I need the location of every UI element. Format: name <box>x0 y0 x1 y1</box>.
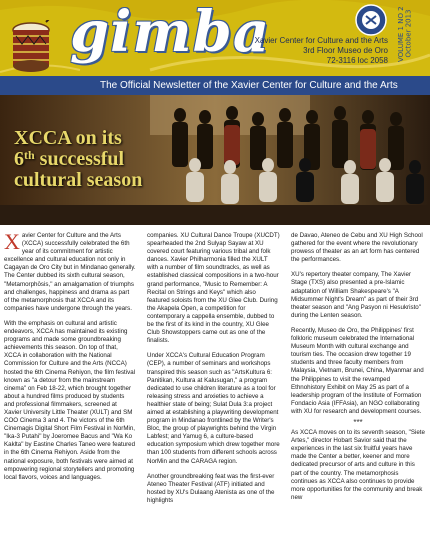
gimba-logo: gimba <box>70 0 271 65</box>
kulintang-drum-icon <box>8 20 54 76</box>
issue-date: October 2013 <box>404 9 413 58</box>
article-paragraph: de Davao, Ateneo de Cebu and XU High School gathered for the event where the revolutionary prowess of theater as an art form has centered the performances. <box>291 232 423 264</box>
address-line: Xavier Center for Culture and the Arts <box>254 36 388 45</box>
article-column-2 <box>147 232 280 512</box>
issue-info <box>398 2 428 62</box>
paragraph-text: avier Center for Culture and the Arts (XCCA) successfully celebrated the 6th year of its commitment for artistic excellence and cultural education not only in Cagayan de Oro City but in Mindanao generally. The Center dubbed its sixth cultural season, "Metamorphōsis," an amalgamation of triumphs and challenges, happiness and drama as part of the metamorphosis that XCCA and its companies have undergone through the years. <box>4 232 136 312</box>
article-paragraph: Under XCCA's Cultural Education Program (CEP), a number of seminars and workshops transpired this season such as "ArtsKultura 6: Panitikan, Kultura at Kalusugan," a program dedicated to use children literature as a tool for releasing stress and anxieties to achieve a healthier state of being; Sulat Dula 3:a project aimed at establishing a playwriting development program in Mindanao frontlined by the Writer's Bloc, the group of playwrights behind the Virgin Labfest; and Yamug 6, a culture-based education symposium which drew together more than 100 students from different schools across NorMin and the CARAGA region. <box>147 352 280 465</box>
headline-line1: XCCA on its <box>14 127 122 149</box>
article-paragraph: XU's repertory theater company, The Xavier Stage (TXS) also presented a pre-Islamic adaptation of William Shakespeare's "A Midsummer Night's Dream" as part of their 3rd theater season and "Ang Pasyon ni Hesukristo" during the Lenten season. <box>291 271 421 319</box>
article-column-3 <box>291 232 425 509</box>
section-separator: *** <box>353 417 363 427</box>
headline-ordinal: 6 <box>14 148 24 170</box>
headline-ordinal-suffix: th <box>24 148 35 162</box>
article-paragraph: With the emphasis on cultural and artistic endeavors, XCCA has maintained its existing programs and made some groundbreaking achievements this season. On top of that, XCCA in collaboration with the National Commission for Culture and the Arts (NCCA) hosted the 6th Cinema Rehiyon, the film festival known as "a detour from the mainstream cinema" on Feb 18-22, which brought together about a hundred films produced by students and professional filmmakers, screened at Xavier University Little Theater (XULT) and SM COO Cinema 3 and 4. The victors of the 6th Cinemagis Digital Short Film Festival in NorMin, "Ika-3 Putahi" by Joeromee Bacus and "Wa Ko Kaklta" by Eastine Charles Taneo were featured in the 6th Cinema Rehiyon. Aside from the national exposure, both festivals were aimed at empowering regional storytellers and promoting local flavors, voices and languages. <box>4 319 136 481</box>
main-headline <box>14 128 154 191</box>
volume-label: VOLUME 1 NO 2 <box>397 6 405 62</box>
center-address <box>255 36 388 66</box>
article-paragraph: As XCCA moves on to its seventh season, "Siete Artes," director Hobart Savior said that the experiences in the last six fruitful years have made the Center a better, keener and more dedicated precursor of arts and culture in this part of the country. The metamorphosis continues as XCCA also continues to provide more opportunities for the community and break new <box>291 429 425 501</box>
article-column-1 <box>4 229 136 489</box>
newsletter-tagline: The Official Newsletter of the Xavier Center for Culture and the Arts <box>100 80 398 91</box>
address-line: 72-3116 loc 2058 <box>326 56 388 65</box>
drop-cap: X <box>4 229 20 254</box>
xcca-seal-icon <box>355 4 387 36</box>
article-paragraph <box>4 229 136 313</box>
address-line: 3rd Floor Museo de Oro <box>303 46 388 55</box>
article-paragraph: Recently, Museo de Oro, the Philippines' first folkloric museum celebrated the International Museum Month with cultural exchange and tourism ties. The occasion drew together 19 students and three faculty members from Malaysia, Vietnam, Brunei, China, Myanmar and the Philippines to visit the revamped Ethnohistory Exhibit on May 25 as part of a leadership program of the Institute of Formation Fondacio Asia (IFFAsia), an NGO collaborating with XU for research and development courses. <box>291 326 424 415</box>
article-paragraph: companies. XU Cultural Dance Troupe (XUCDT) spearheaded the 2nd Sulyap Sayaw at XU covered court featuring various tribal and folk dances. Xavier Philharmonia filled the XULT with a number of film soundtracks, as well as established classical compositions in a two-hour grand performance, "Music to Remember: A Recital on Strings and Keys" which also featured soloists from the XU Glee Club. During the Akapela Open, a competition for contemporary a cappella ensemble, dubbed to be the first of its kind in the country, XU Glee Club Showstoppers came out as one of the finalists. <box>147 232 280 345</box>
article-paragraph: Another groundbreaking feat was the first-ever Ateneo Theater Festival (ATF) initiated and hosted by XU's Dulaang Atenista as one of the highlights <box>147 472 275 504</box>
headline-line2: successful <box>39 148 125 170</box>
headline-line3: cultural season <box>14 169 143 191</box>
